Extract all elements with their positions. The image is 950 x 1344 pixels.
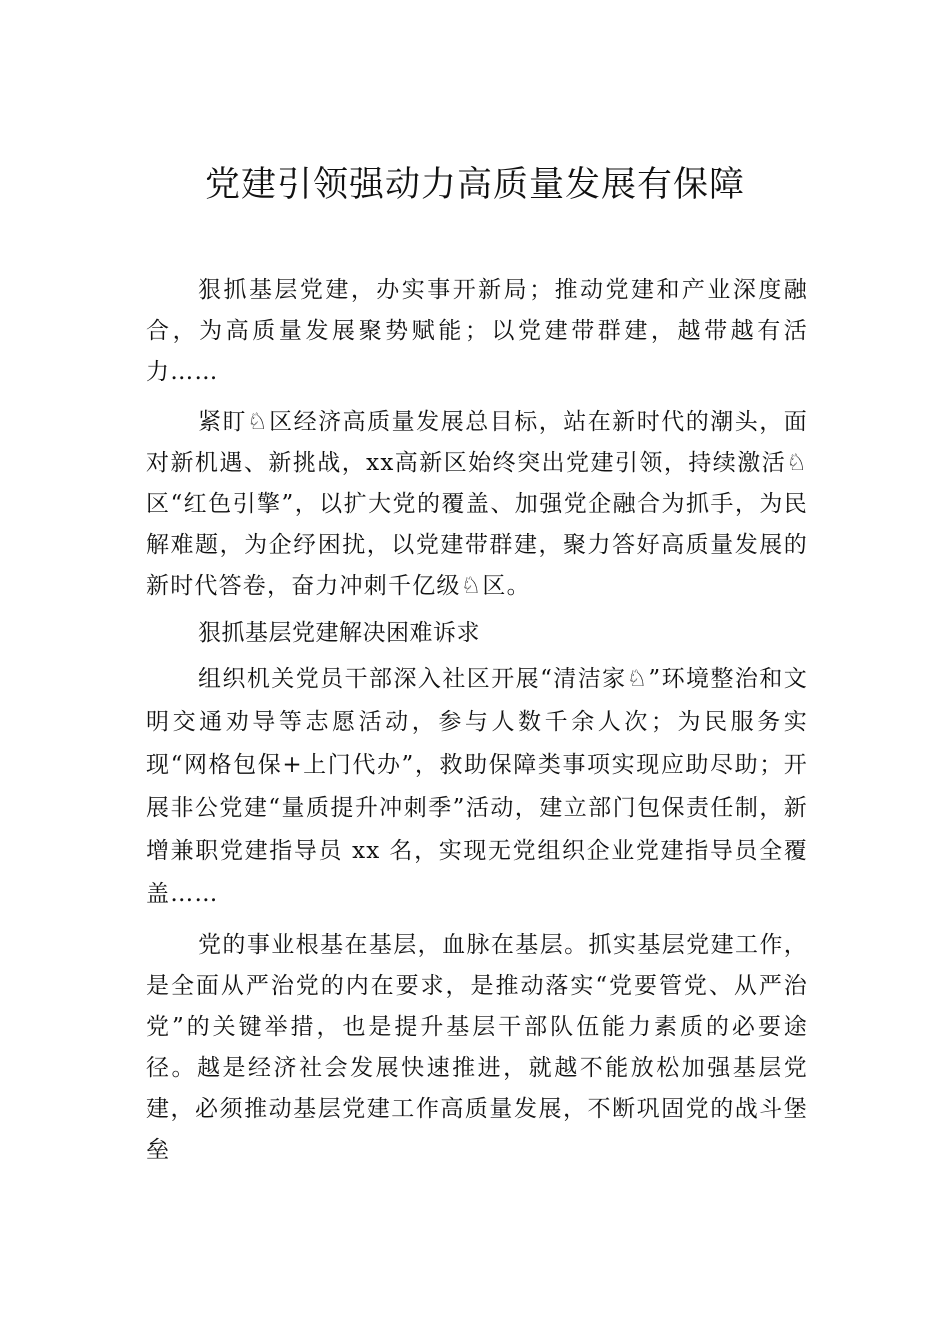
document-title: 党建引领强动力高质量发展有保障 [204,165,745,205]
document-body [146,270,808,1171]
intro-paragraph: 狠抓基层党建，办实事开新局；推动党建和产业深度融合，为高质量发展聚势赋能；以党建带群建，越带越有活力…… [146,277,808,385]
section-paragraph: 党的事业根基在基层，血脉在基层。抓实基层党建工作，是全面从严治党的内在要求，是推动落实“党要管党、从严治党”的关键举措，也是提升基层干部队伍能力素质的必要途径。越是经济社会发展快速推进，就越不能放松加强基层党建，必须推动基层党建工作高质量发展，不断巩固党的战斗堡垒 [146,932,808,1163]
overview-paragraph: 紧盯♘区经济高质量发展总目标，站在新时代的潮头，面对新机遇、新挑战，xx高新区始终突出党建引领，持续激活♘区“红色引擎”，以扩大党的覆盖、加强党企融合为抓手，为民解难题，为企纾困扰，以党建带群建，聚力答好高质量发展的新时代答卷，奋力冲刺千亿级♘区。 [146,409,808,599]
section-paragraph: 组织机关党员干部深入社区开展“清洁家♘”环境整治和文明交通劝导等志愿活动，参与人数千余人次；为民服务实现“网格包保+上门代办”，救助保障类事项实现应助尽助；开展非公党建“量质提升冲刺季”活动，建立部门包保责任制，新增兼职党建指导员 xx 名，实现无党组织企业党建指导员全覆盖…… [146,666,808,907]
section-heading: 狠抓基层党建解决困难诉求 [198,620,480,646]
